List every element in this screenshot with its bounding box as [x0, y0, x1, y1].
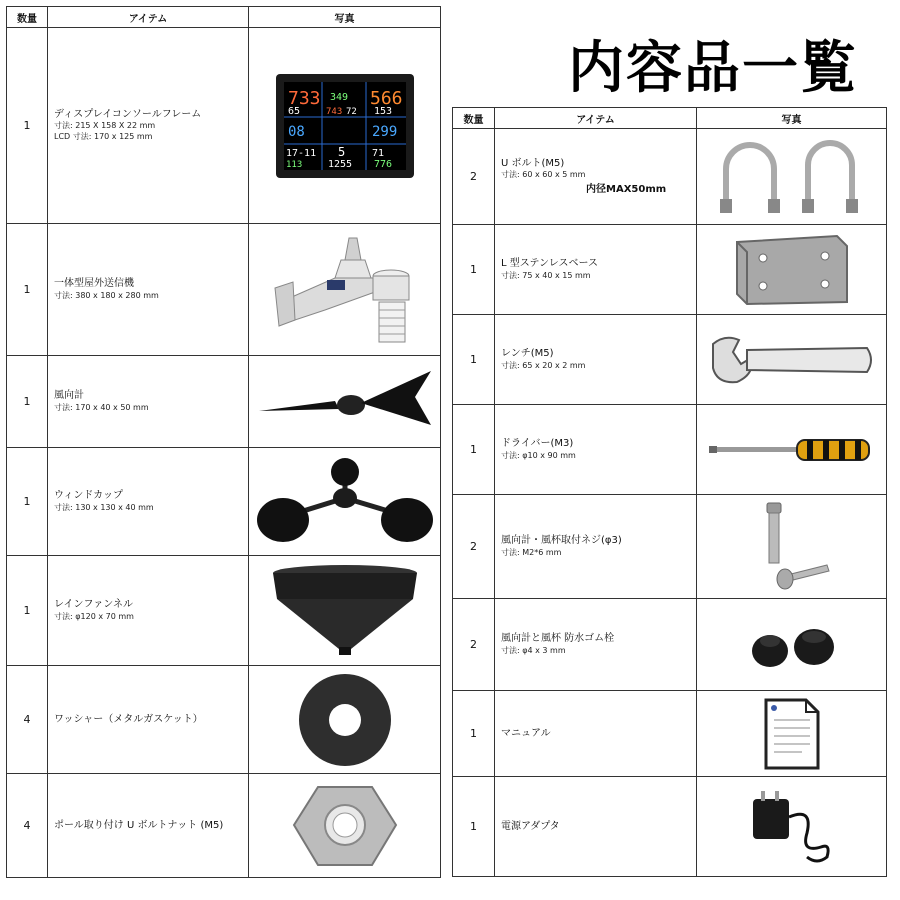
- item-description: [48, 224, 249, 356]
- table-row: [453, 495, 887, 599]
- table-row: [7, 356, 441, 448]
- item-description: [495, 225, 697, 315]
- item-description: [495, 315, 697, 405]
- table-row: [453, 777, 887, 877]
- item-qty: 1: [7, 28, 48, 224]
- item-photo: [697, 315, 887, 405]
- display-digit: 776: [373, 158, 392, 170]
- item-qty: 1: [453, 225, 495, 315]
- item-description: [48, 28, 249, 224]
- table-row: [7, 556, 441, 666]
- item-dims: 寸法: 215 X 158 X 22 mm: [54, 121, 156, 131]
- item-qty: 4: [7, 666, 48, 774]
- table-row: [7, 224, 441, 356]
- right-contents-table: [452, 107, 887, 877]
- screws-icon: [747, 499, 837, 595]
- item-description: [495, 691, 697, 777]
- item-description: [48, 448, 249, 556]
- item-photo: [249, 224, 441, 356]
- item-description: [48, 556, 249, 666]
- table-row: [453, 405, 887, 495]
- display-digit: 349: [329, 91, 348, 103]
- item-name: ドライバー(M3): [501, 438, 574, 450]
- table-row: [453, 691, 887, 777]
- table-row: [453, 225, 887, 315]
- item-name: 風向計と風杯 防水ゴム栓: [501, 633, 615, 645]
- item-dims: 寸法: φ10 x 90 mm: [501, 450, 576, 460]
- item-name: U ボルト(M5): [501, 157, 565, 169]
- item-name: 風向計・風杯取付ネジ(φ3): [501, 535, 622, 547]
- item-photo: [697, 777, 887, 877]
- wind-vane-icon: [255, 367, 435, 437]
- display-digit: 299: [371, 123, 397, 140]
- screwdriver-icon: [707, 430, 877, 470]
- display-digit: 743: [325, 106, 342, 117]
- item-dims: 寸法: 75 x 40 x 15 mm: [501, 270, 591, 280]
- item-description: [495, 777, 697, 877]
- table-row: [453, 599, 887, 691]
- table-row: [453, 315, 887, 405]
- item-name: ポール取り付け U ボルトナット (M5): [54, 819, 224, 831]
- display-digit: 08: [287, 123, 305, 140]
- item-header: アイテム: [495, 108, 697, 129]
- item-name: L 型ステンレスベース: [501, 258, 598, 270]
- page-title: 内容品一覧: [568, 36, 858, 101]
- display-digit: 113: [285, 159, 302, 170]
- item-dims: 寸法: φ120 x 70 mm: [54, 611, 134, 621]
- display-digit: 65: [287, 105, 300, 117]
- item-dims: 寸法: 65 x 20 x 2 mm: [501, 360, 586, 370]
- table-row: [7, 774, 441, 878]
- header-row: [7, 7, 441, 28]
- table-row: [7, 666, 441, 774]
- item-name: 風向計: [54, 390, 84, 402]
- display-digit: 5: [337, 144, 345, 159]
- item-qty: 1: [7, 556, 48, 666]
- item-description: [495, 495, 697, 599]
- wind-cup-icon: [255, 454, 435, 550]
- item-description: [48, 356, 249, 448]
- table-row: [453, 129, 887, 225]
- item-name: ウィンドカップ: [54, 490, 123, 502]
- item-name: レインファンネル: [54, 599, 133, 611]
- item-description: [495, 599, 697, 691]
- header-row: [453, 108, 887, 129]
- outdoor-transmitter-icon: [265, 230, 425, 350]
- item-qty: 1: [453, 405, 495, 495]
- manual-icon: [762, 696, 822, 772]
- rain-funnel-icon: [265, 563, 425, 659]
- item-photo: [249, 356, 441, 448]
- display-digit: 153: [373, 105, 392, 117]
- item-qty: 1: [7, 356, 48, 448]
- display-digit: 72: [345, 106, 357, 117]
- item-description: [495, 129, 697, 225]
- item-header: アイテム: [48, 7, 249, 28]
- item-qty: 2: [453, 495, 495, 599]
- item-qty: 1: [453, 315, 495, 405]
- item-qty: 4: [7, 774, 48, 878]
- item-name: ワッシャー（メタルガスケット）: [54, 713, 203, 725]
- display-digit: 733: [287, 87, 321, 109]
- wrench-icon: [707, 330, 877, 390]
- item-description: [48, 774, 249, 878]
- item-photo: [249, 774, 441, 878]
- item-photo: [249, 28, 441, 224]
- item-photo: [249, 666, 441, 774]
- item-dims: 寸法: 170 x 40 x 50 mm: [54, 402, 149, 412]
- stainless-base-icon: [727, 232, 857, 308]
- item-photo: [697, 225, 887, 315]
- item-name: ディスプレイコンソールフレーム: [54, 108, 202, 120]
- item-description: [48, 666, 249, 774]
- item-photo: [697, 129, 887, 225]
- display-digit: 17-11: [285, 147, 316, 159]
- item-photo: [249, 448, 441, 556]
- item-qty: 1: [7, 448, 48, 556]
- item-photo: [697, 691, 887, 777]
- item-dims: 寸法: 60 x 60 x 5 mm: [501, 170, 586, 180]
- item-photo: [249, 556, 441, 666]
- item-name: マニュアル: [501, 727, 551, 739]
- u-bolt-icon: [712, 135, 872, 219]
- item-name: 電源アダプタ: [501, 820, 560, 832]
- item-dims: 寸法: φ4 x 3 mm: [501, 645, 566, 655]
- item-dims: 寸法: 380 x 180 x 280 mm: [54, 290, 159, 300]
- item-note: 内径MAX50mm: [586, 183, 667, 195]
- item-qty: 2: [453, 599, 495, 691]
- item-qty: 1: [453, 777, 495, 877]
- table-row: [7, 448, 441, 556]
- display-digit: 71: [371, 147, 384, 159]
- item-name: レンチ(M5): [501, 348, 554, 360]
- item-qty: 2: [453, 129, 495, 225]
- left-contents-table: [6, 6, 441, 878]
- table-row: [7, 28, 441, 224]
- photo-header: 写真: [249, 7, 441, 28]
- photo-header: 写真: [697, 108, 887, 129]
- qty-header: 数量: [453, 108, 495, 129]
- rubber-plug-icon: [742, 615, 842, 675]
- washer-icon: [295, 670, 395, 770]
- item-description: [495, 405, 697, 495]
- item-dims: 寸法: 130 x 130 x 40 mm: [54, 502, 154, 512]
- item-dims: LCD 寸法: 170 x 125 mm: [54, 132, 153, 142]
- item-photo: [697, 495, 887, 599]
- item-qty: 1: [453, 691, 495, 777]
- display-digit: 566: [369, 87, 403, 109]
- qty-header: 数量: [7, 7, 48, 28]
- display-console-icon: [274, 72, 416, 180]
- hex-nut-icon: [290, 781, 400, 871]
- item-dims: 寸法: M2*6 mm: [501, 547, 562, 557]
- item-photo: [697, 405, 887, 495]
- item-qty: 1: [7, 224, 48, 356]
- item-name: 一体型屋外送信機: [54, 278, 134, 290]
- power-adapter-icon: [747, 787, 837, 867]
- item-photo: [697, 599, 887, 691]
- display-digit: 1255: [327, 158, 352, 170]
